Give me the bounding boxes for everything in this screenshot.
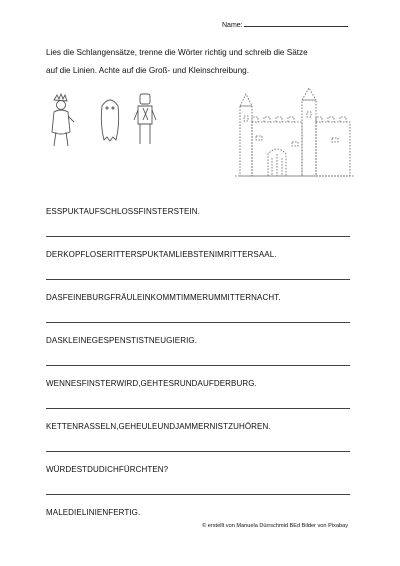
answer-line-5 bbox=[46, 408, 350, 409]
answer-line-6 bbox=[46, 451, 350, 452]
name-field bbox=[222, 22, 354, 29]
answer-line-1 bbox=[46, 236, 350, 237]
answer-line-4 bbox=[46, 365, 350, 366]
footer-credit: © erstellt von Manuela Dürrschmid BEd Bilder von Pixabay bbox=[202, 523, 348, 529]
sentence-7: WÜRDESTDUDICHFÜRCHTEN? bbox=[46, 465, 169, 474]
sentence-1: ESSPUKTAUFSCHLOSSFINSTERSTEIN. bbox=[46, 207, 200, 216]
name-label: Name: bbox=[222, 22, 243, 29]
instructions-line-1: Lies die Schlangensätze, trenne die Wörter richtig und schreib die Sätze bbox=[46, 48, 308, 57]
ghost-figure-icon bbox=[101, 100, 118, 141]
sentence-2: DERKOPFLOSERITTERSPUKTAMLIEBSTENIMRITTERSAAL. bbox=[46, 250, 277, 259]
sentence-5: WENNESFINSTERWIRD,GEHTESRUNDAUFDERBURG. bbox=[46, 379, 257, 388]
castle-outline-icon bbox=[235, 88, 355, 176]
instructions-line-2: auf die Linien. Achte auf die Groß- und Kleinschreibung. bbox=[46, 66, 249, 75]
name-blank-line bbox=[244, 26, 348, 27]
king-figure-icon bbox=[52, 94, 74, 146]
knight-figure-icon bbox=[134, 94, 156, 144]
illustrations bbox=[40, 86, 370, 196]
instructions bbox=[46, 44, 366, 80]
answer-line-3 bbox=[46, 322, 350, 323]
sentence-6: KETTENRASSELN,GEHEULEUNDJAMMERNISTZUHÖREN. bbox=[46, 422, 271, 431]
answer-line-7 bbox=[46, 494, 350, 495]
answer-line-2 bbox=[46, 279, 350, 280]
sentence-4: DASKLEINEGESPENSTISTNEUGIERIG. bbox=[46, 336, 198, 345]
sentence-8: MALEDIELINIENFERTIG. bbox=[46, 508, 141, 517]
sentence-3: DASFEINEBURGFRÄULEINKOMMTIMMERUMMITTERNACHT. bbox=[46, 293, 281, 302]
